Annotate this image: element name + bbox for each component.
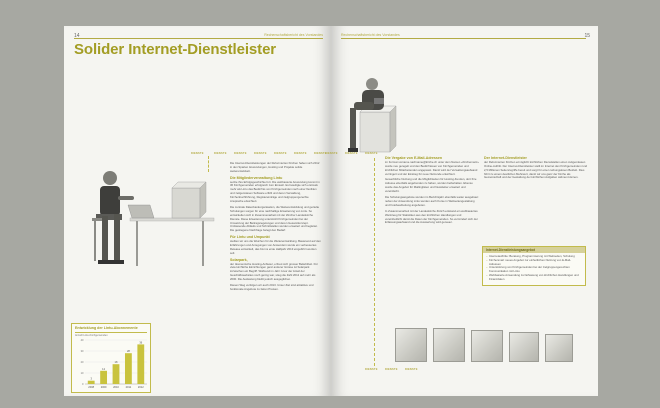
bar-chart bbox=[75, 337, 151, 393]
paragraph: In Zusammenarbeit mit der Landeskirche Zürich entstand ein webbasiertes Werkzeug für Statistiken aus den kirchlichen Handlungen und vereinheitlicht damit die Daten der Kirchgemeinden. So vermindert sich der Erfassungsaufwand und die Auswertung wird genauer. bbox=[385, 208, 478, 225]
page-number-left: 14 bbox=[74, 33, 80, 39]
header-rule-left bbox=[74, 38, 323, 39]
service-offer-item: – Internetauftritte: Beratung, Programmierung mit Webseiten, Schulung bbox=[486, 255, 582, 259]
subheading-internet-dienstleister: Der Internet-Dienstleister bbox=[484, 156, 527, 160]
path-word: DIENSTE bbox=[345, 152, 358, 155]
path-word: DIENSTE bbox=[254, 152, 267, 155]
paragraph: setzte ihre Erfolgsgeschichte fort. Die webbasierte Anwendung kommt in 36 Kirchgemeinden erfolgreich zum Einsatz. Es beteiligte sich erstmals mehr als Lintu das Bedürfnis von Kirchgemeinden nach einer flexiblen und zeitgemässen Software erfüllt und deren Verwaltung, Kirchenbuchführung, Registereinträge und zielgruppengerechte Ansprache erleichtert. bbox=[230, 179, 320, 204]
path-line bbox=[208, 156, 209, 172]
y-tick-label: 30 bbox=[80, 349, 84, 353]
chart-title: Entwicklung der Lintu-Abonnemente bbox=[75, 326, 138, 330]
subheading-lintu: Die Mitgliederverwaltung Lintu bbox=[230, 175, 283, 180]
header-rule-right bbox=[341, 38, 586, 39]
paragraph: Gewerbliche Nutzung und die Möglichkeiten für Hosting-Kunden, dort Ihre Adresse ebenfalls angebunden zu haben, wurden beibehalten. Ebenso wurde das Angebot für Mailinglisten und Newsletter erweitert und vereinfacht. bbox=[385, 177, 477, 194]
x-tick-label: 2009 bbox=[100, 386, 107, 389]
lintu-chart-box bbox=[71, 323, 151, 393]
bar-data-label: 3 bbox=[90, 377, 92, 381]
service-offer-item: – Kirchenmail: neues Angebot zur einheitlichen Nutzung von E-Mail-Adressen bbox=[486, 259, 582, 267]
service-offer-box bbox=[482, 246, 586, 286]
path-word: DIENSTE bbox=[191, 152, 204, 155]
service-offer-list bbox=[483, 253, 585, 285]
cube-image bbox=[545, 334, 573, 362]
bar-data-label: 36 bbox=[139, 341, 143, 345]
paragraph: Diesen Weg verfolgen wir auch 2013. Unser Ziel sind attraktive und funktionale Angebote zu fairen Preisen. bbox=[230, 283, 314, 291]
y-tick-label: 20 bbox=[80, 360, 84, 364]
subheading-lintu-umpunkt: Für Lintu und Umpunkt bbox=[230, 235, 270, 240]
subheading-solarpark: Solarpark, bbox=[230, 257, 248, 262]
cube-image bbox=[395, 328, 427, 362]
cube-image bbox=[433, 328, 465, 362]
path-word: DIENSTE bbox=[274, 152, 287, 155]
path-word: DIENSTE bbox=[325, 152, 338, 155]
page-number-right: 15 bbox=[584, 33, 590, 39]
cube-image bbox=[509, 332, 539, 362]
bar bbox=[137, 344, 144, 384]
service-offer-item: – Unterstützung von Kirchgemeinden bei der zielgruppengerechten Kommunikation mit Lintu bbox=[486, 266, 582, 274]
bar bbox=[88, 381, 95, 384]
path-word: DIENSTE bbox=[405, 368, 418, 371]
cube-image bbox=[471, 330, 503, 362]
y-tick-label: 10 bbox=[80, 371, 84, 375]
text-column-left bbox=[230, 162, 322, 294]
running-head-left: Rechenschaftsbericht des Vorstandes bbox=[264, 33, 323, 37]
x-tick-label: 2010 bbox=[113, 386, 119, 389]
chart-rule bbox=[75, 332, 147, 333]
paragraph: im Format vorname.nachname@kirche.ch unter dem Namen «Kirchennetz» wurde neu geregelt und den Bedürfnissen von Kirchgemeinden und kirchlichen Mitarbeitenden angepasst. Damit wird der Verwaltungsaufwand verringert und der Einstieg für neue Nutzende erleichtert. bbox=[385, 159, 479, 176]
person-at-desk-photo bbox=[92, 156, 214, 268]
bar-data-label: 12 bbox=[102, 367, 106, 371]
x-tick-label: 2011 bbox=[125, 386, 132, 389]
page-title: Solider Internet-Dienstleister bbox=[74, 41, 277, 58]
bar bbox=[100, 371, 107, 384]
x-tick-label: 2012 bbox=[137, 386, 144, 389]
paragraph: der Reformierten Kirchen ermöglicht kirchlichen Dienststellen einen zeitgemässen Online-Auftritt. Der Internet-Dienstleister stellt im Internet den Kirchgemeinden rund 2,5 Millionen Seitenzugriffe bereit und sorgt für einen reibungslosen Betrieb. Dies führt zu einem deutlichen Mehrwert, damit wir uns ganz der Kirche als Gemeinschaft und der Gestaltung der kirchlichen Aufgaben widmen können. bbox=[484, 159, 588, 180]
paragraph: der ökumenische Hosting-Anbieter, erfreut sich grosser Beliebtheit. Für viele kirchliche Einrichtungen ganz anderer Grösse ist Solarpark inzwischen ein Begriff. Während im Jahr zuvor der Anteil der Geschäftswebsites noch gering war, stieg die Zahl 2012 auf mehr als 2000. Die Auslastung bleibt jedoch ausgeglichen. bbox=[230, 261, 318, 282]
y-tick-label: 0 bbox=[82, 382, 84, 386]
y-tick-label: 40 bbox=[80, 338, 84, 342]
bar bbox=[113, 364, 120, 384]
magazine-spread bbox=[64, 26, 598, 396]
service-offer-item: – Webbasierte Anwendung zur Erfassung von kirchlichen Handlungen und Finanzdaten bbox=[486, 274, 582, 282]
text-column-middle bbox=[385, 156, 479, 227]
path-word: DIENSTE bbox=[365, 152, 378, 155]
path-word: DIENSTE bbox=[234, 152, 247, 155]
chart-y-label: Anzahl Lintu-Kirchgemeinden bbox=[75, 334, 108, 337]
paragraph: stellten wir uns die Weichen für die Weiterentwicklung. Basierend auf den Erfahrungen und Anregungen von Anwendern wurde ein verbessertes Release entwickelt, das bis ins erste Halbjahr 2013 eingeführt werden soll. bbox=[230, 239, 321, 255]
path-word: DIENSTE bbox=[214, 152, 227, 155]
person-on-cube-photo bbox=[346, 72, 402, 158]
subheading-email: Die Vergabe von E-Mail-Adressen bbox=[385, 156, 443, 160]
x-tick-label: 2008 bbox=[88, 386, 95, 389]
path-word: DIENSTE bbox=[294, 152, 307, 155]
bar-data-label: 28 bbox=[126, 350, 130, 354]
text-column-right bbox=[484, 156, 588, 182]
path-line-vertical bbox=[374, 158, 375, 366]
path-word: DIENSTE bbox=[385, 368, 398, 371]
left-page bbox=[64, 26, 331, 396]
paragraph: Die Schulungsangebote wurden im Berichtsjahr ebenfalls weiter ausgebaut: neben der Anwendung Lintu wurden auch Kurse in Webseitengestaltung und Fotobearbeitung angeboten. bbox=[385, 195, 479, 207]
path-word: DIENSTE bbox=[314, 152, 327, 155]
path-word: DIENSTE bbox=[365, 368, 378, 371]
service-offer-title: Internet-Dienstleistungsangebot bbox=[483, 247, 585, 253]
bar bbox=[125, 353, 132, 384]
paragraph: Die zentrale Datenbankorganisation, die Weiterentwicklung und gezielte Schulungen sorgen für eine nachhaltige Erweiterung von Lintu. So entwickelten sich in Zusammenarbeit mit der Zürcher Landeskirche Dienste. Diese Erweiterung unterstützt Kirchgemeinden bei der Umsetzung der Beitragsregelungen und deren Gesamtkonzept. Umfassende Abläufe und Schnittstellen wurden erweitert und begleitet. Die gestiegene Nachfrage belegt den Bedarf. bbox=[230, 204, 320, 233]
right-page bbox=[325, 26, 598, 396]
running-head-right: Rechenschaftsbericht des Vorstandes bbox=[341, 33, 400, 37]
bar-data-label: 18 bbox=[114, 361, 118, 365]
intro-paragraph: Die Internet-Dienstleistungen der Reformierten Kirchen haben sich 2012 in den Sparten Anwendungen, Hosting und Projekte solide weiterentwickelt. bbox=[230, 161, 320, 173]
